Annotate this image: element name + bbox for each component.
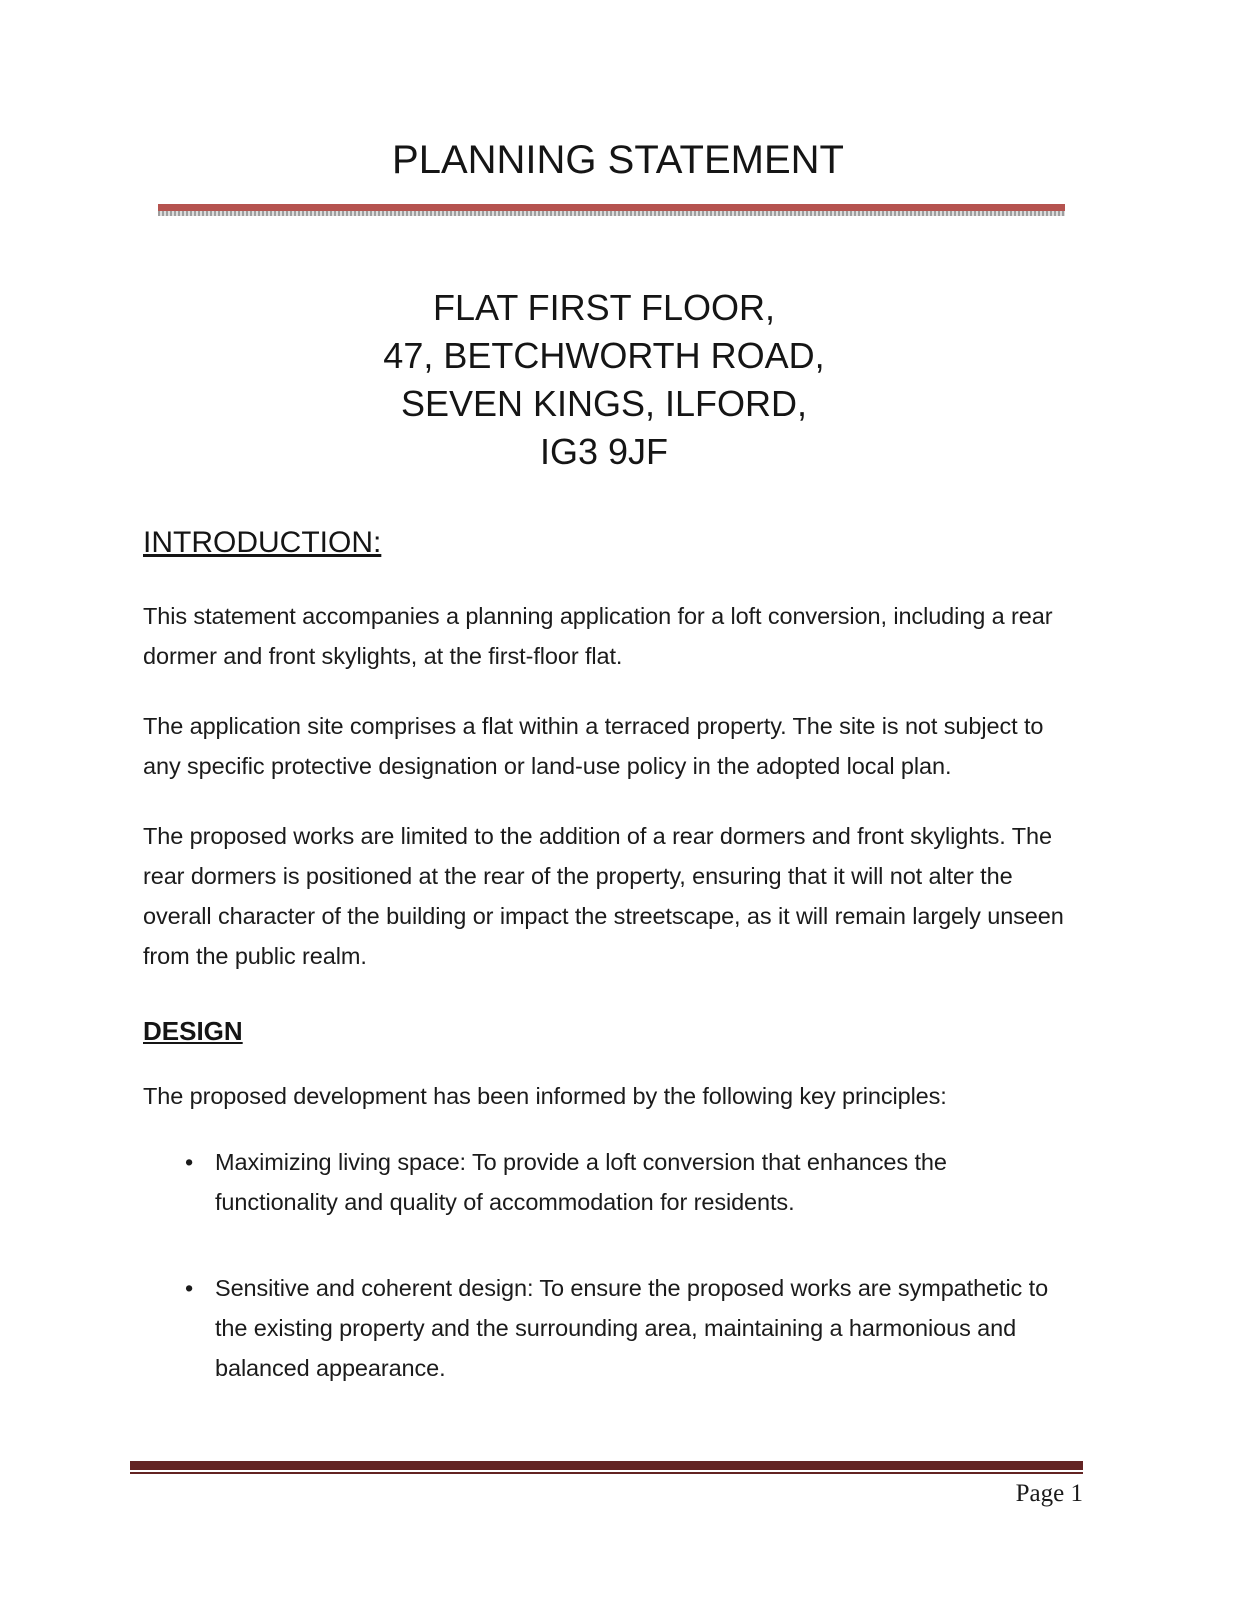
footer-divider-thick-bar (130, 1461, 1083, 1470)
introduction-paragraph: The proposed works are limited to the addition of a rear dormers and front skylights. The rear dormers is positioned at the rear of the property, ensuring that it will not alter the overall character of the building or impact the streetscape, as it will remain largely unseen from the public realm. (143, 823, 1064, 969)
document-title: PLANNING STATEMENT (392, 138, 844, 182)
address-line: IG3 9JF (539, 431, 669, 472)
page-number: Page 1 (1015, 1480, 1083, 1507)
design-principles-list (143, 1142, 1065, 1388)
page-footer (130, 1461, 1083, 1508)
introduction-paragraph: This statement accompanies a planning application for a loft conversion, including a rear dormer and front skylights, at the first-floor flat. (143, 603, 1053, 669)
site-address-block (143, 284, 1065, 476)
bullet-icon: • (185, 1275, 194, 1301)
address-line: FLAT FIRST FLOOR, (432, 287, 776, 328)
title-divider-red-bar (158, 204, 1065, 211)
list-item (143, 1268, 1065, 1388)
introduction-heading: INTRODUCTION: (143, 526, 382, 559)
footer-divider-thin-bar (130, 1472, 1083, 1474)
address-line: SEVEN KINGS, ILFORD, (400, 383, 808, 424)
list-item-text: Maximizing living space: To provide a loft conversion that enhances the functionality and quality of accommodation for residents. (215, 1149, 947, 1215)
design-heading: DESIGN (143, 1016, 243, 1046)
design-intro-paragraph: The proposed development has been informed by the following key principles: (143, 1083, 947, 1109)
introduction-paragraph: The application site comprises a flat within a terraced property. The site is not subject to any specific protective designation or land-use policy in the adopted local plan. (143, 713, 1044, 779)
document-body (143, 284, 1065, 1388)
list-item-text: Sensitive and coherent design: To ensure the proposed works are sympathetic to the existing property and the surrounding area, maintaining a harmonious and balanced appearance. (215, 1275, 1049, 1381)
footer-divider-rule (130, 1461, 1083, 1474)
title-divider-rule (158, 204, 1065, 216)
bullet-icon: • (185, 1149, 194, 1175)
address-line: 47, BETCHWORTH ROAD, (383, 335, 825, 376)
list-item (143, 1142, 1065, 1222)
title-divider-gray-bar (158, 211, 1065, 216)
